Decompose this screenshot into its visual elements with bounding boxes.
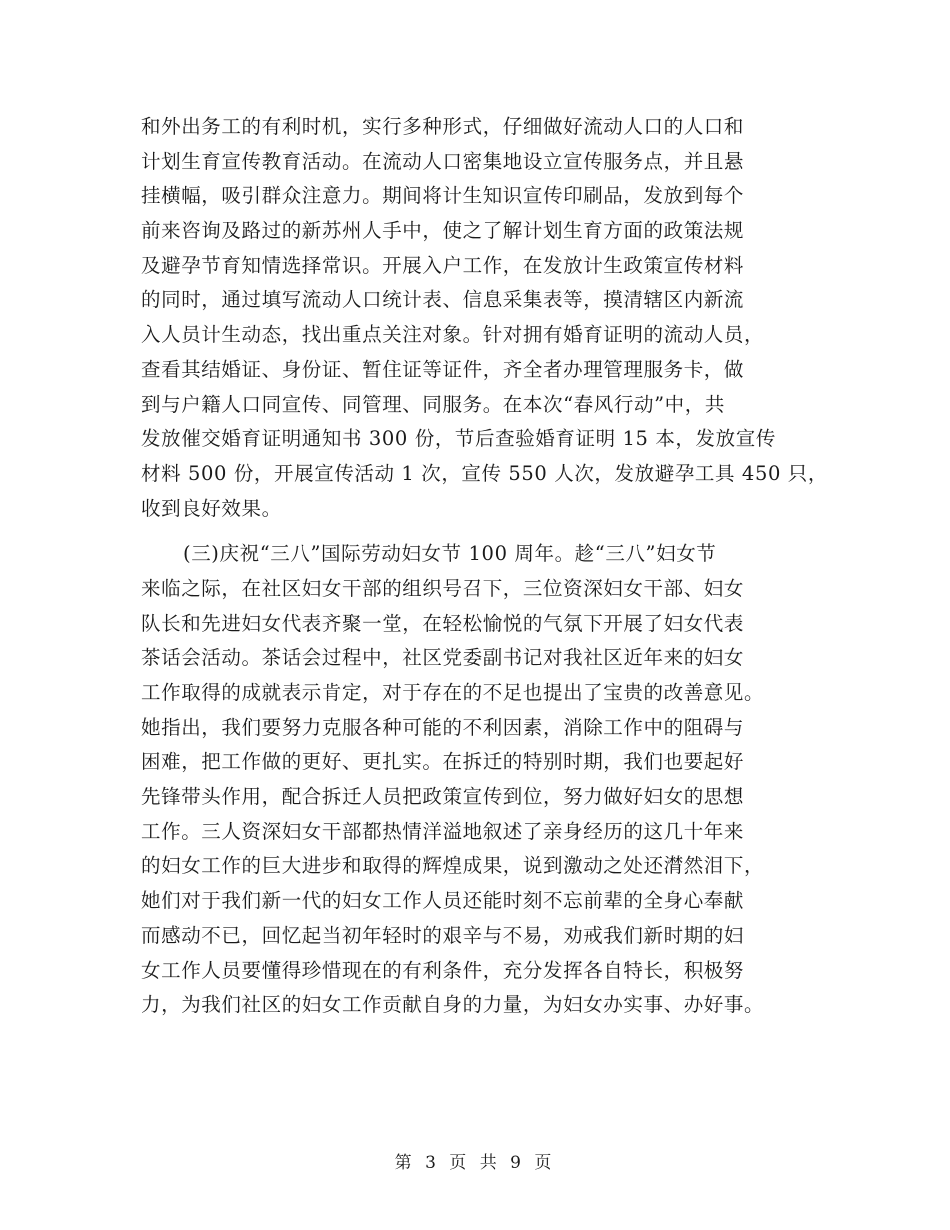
body-text: [141, 110, 828, 1023]
text-line: 困难，把工作做的更好、更扎实。在拆迁的特别时期，我们也要起好: [141, 750, 745, 774]
paragraph-gap: [141, 526, 821, 537]
text-line: 计划生育宣传教育活动。在流动人口密集地设立宣传服务点，并且悬: [141, 149, 745, 173]
text-line: 到与户籍人口同宣传、同管理、同服务。在本次“春风行动”中，共: [141, 392, 725, 416]
text-line: 发放催交婚育证明通知书 300 份，节后查验婚育证明 15 本，发放宣传: [141, 427, 776, 451]
text-line: (三)庆祝“三八”国际劳动妇女节 100 周年。趁“三八”妇女节: [183, 542, 717, 566]
paragraph-1: [141, 110, 828, 526]
text-line: 她指出，我们要努力克服各种可能的不利因素，消除工作中的阻碍与: [141, 715, 745, 739]
text-line: 工作取得的成就表示肯定，对于存在的不足也提出了宝贵的改善意见。: [141, 681, 765, 704]
text-line: 的同时，通过填写流动人口统计表、信息采集表等，摸清辖区内新流: [141, 288, 745, 312]
text-line: 而感动不已，回忆起当初年轻时的艰辛与不易，劝戒我们新时期的妇: [141, 923, 745, 947]
page-number: 第 3 页 共 9 页: [394, 1153, 556, 1173]
paragraph-2: [141, 537, 821, 1023]
text-line: 力，为我们社区的妇女工作贡献自身的力量，为妇女办实事、办好事。: [141, 993, 765, 1017]
text-line: 她们对于我们新一代的妇女工作人员还能时刻不忘前辈的全身心奉献: [141, 889, 745, 913]
text-line: 查看其结婚证、身份证、暂住证等证件，齐全者办理管理服务卡，做: [141, 357, 745, 381]
text-line: 茶话会活动。茶话会过程中，社区党委副书记对我社区近年来的妇女: [141, 646, 745, 670]
text-line: 材料 500 份，开展宣传活动 1 次，宣传 550 人次，发放避孕工具 450 只，: [141, 461, 828, 485]
text-line: 入人员计生动态，找出重点关注对象。针对拥有婚育证明的流动人员，: [141, 323, 765, 347]
text-line: 前来咨询及路过的新苏州人手中，使之了解计划生育方面的政策法规: [141, 219, 745, 243]
text-line: 工作。三人资深妇女干部都热情洋溢地叙述了亲身经历的这几十年来: [141, 819, 745, 843]
text-line: 及避孕节育知情选择常识。开展入户工作，在发放计生政策宣传材料: [141, 253, 745, 277]
text-line: 挂横幅，吸引群众注意力。期间将计生知识宣传印刷品，发放到每个: [141, 184, 745, 208]
text-line: 和外出务工的有利时机，实行多种形式，仔细做好流动人口的人口和: [141, 115, 745, 138]
text-line: 来临之际，在社区妇女干部的组织号召下，三位资深妇女干部、妇女: [141, 576, 745, 600]
text-line: 收到良好效果。: [141, 496, 282, 520]
text-line: 女工作人员要懂得珍惜现在的有利条件，充分发挥各自特长，积极努: [141, 958, 745, 982]
text-line: 队长和先进妇女代表齐聚一堂，在轻松愉悦的气氛下开展了妇女代表: [141, 611, 745, 635]
text-line: 的妇女工作的巨大进步和取得的辉煌成果，说到激动之处还潸然泪下，: [141, 854, 765, 878]
text-line: 先锋带头作用，配合拆迁人员把政策宣传到位，努力做好妇女的思想: [141, 785, 745, 809]
